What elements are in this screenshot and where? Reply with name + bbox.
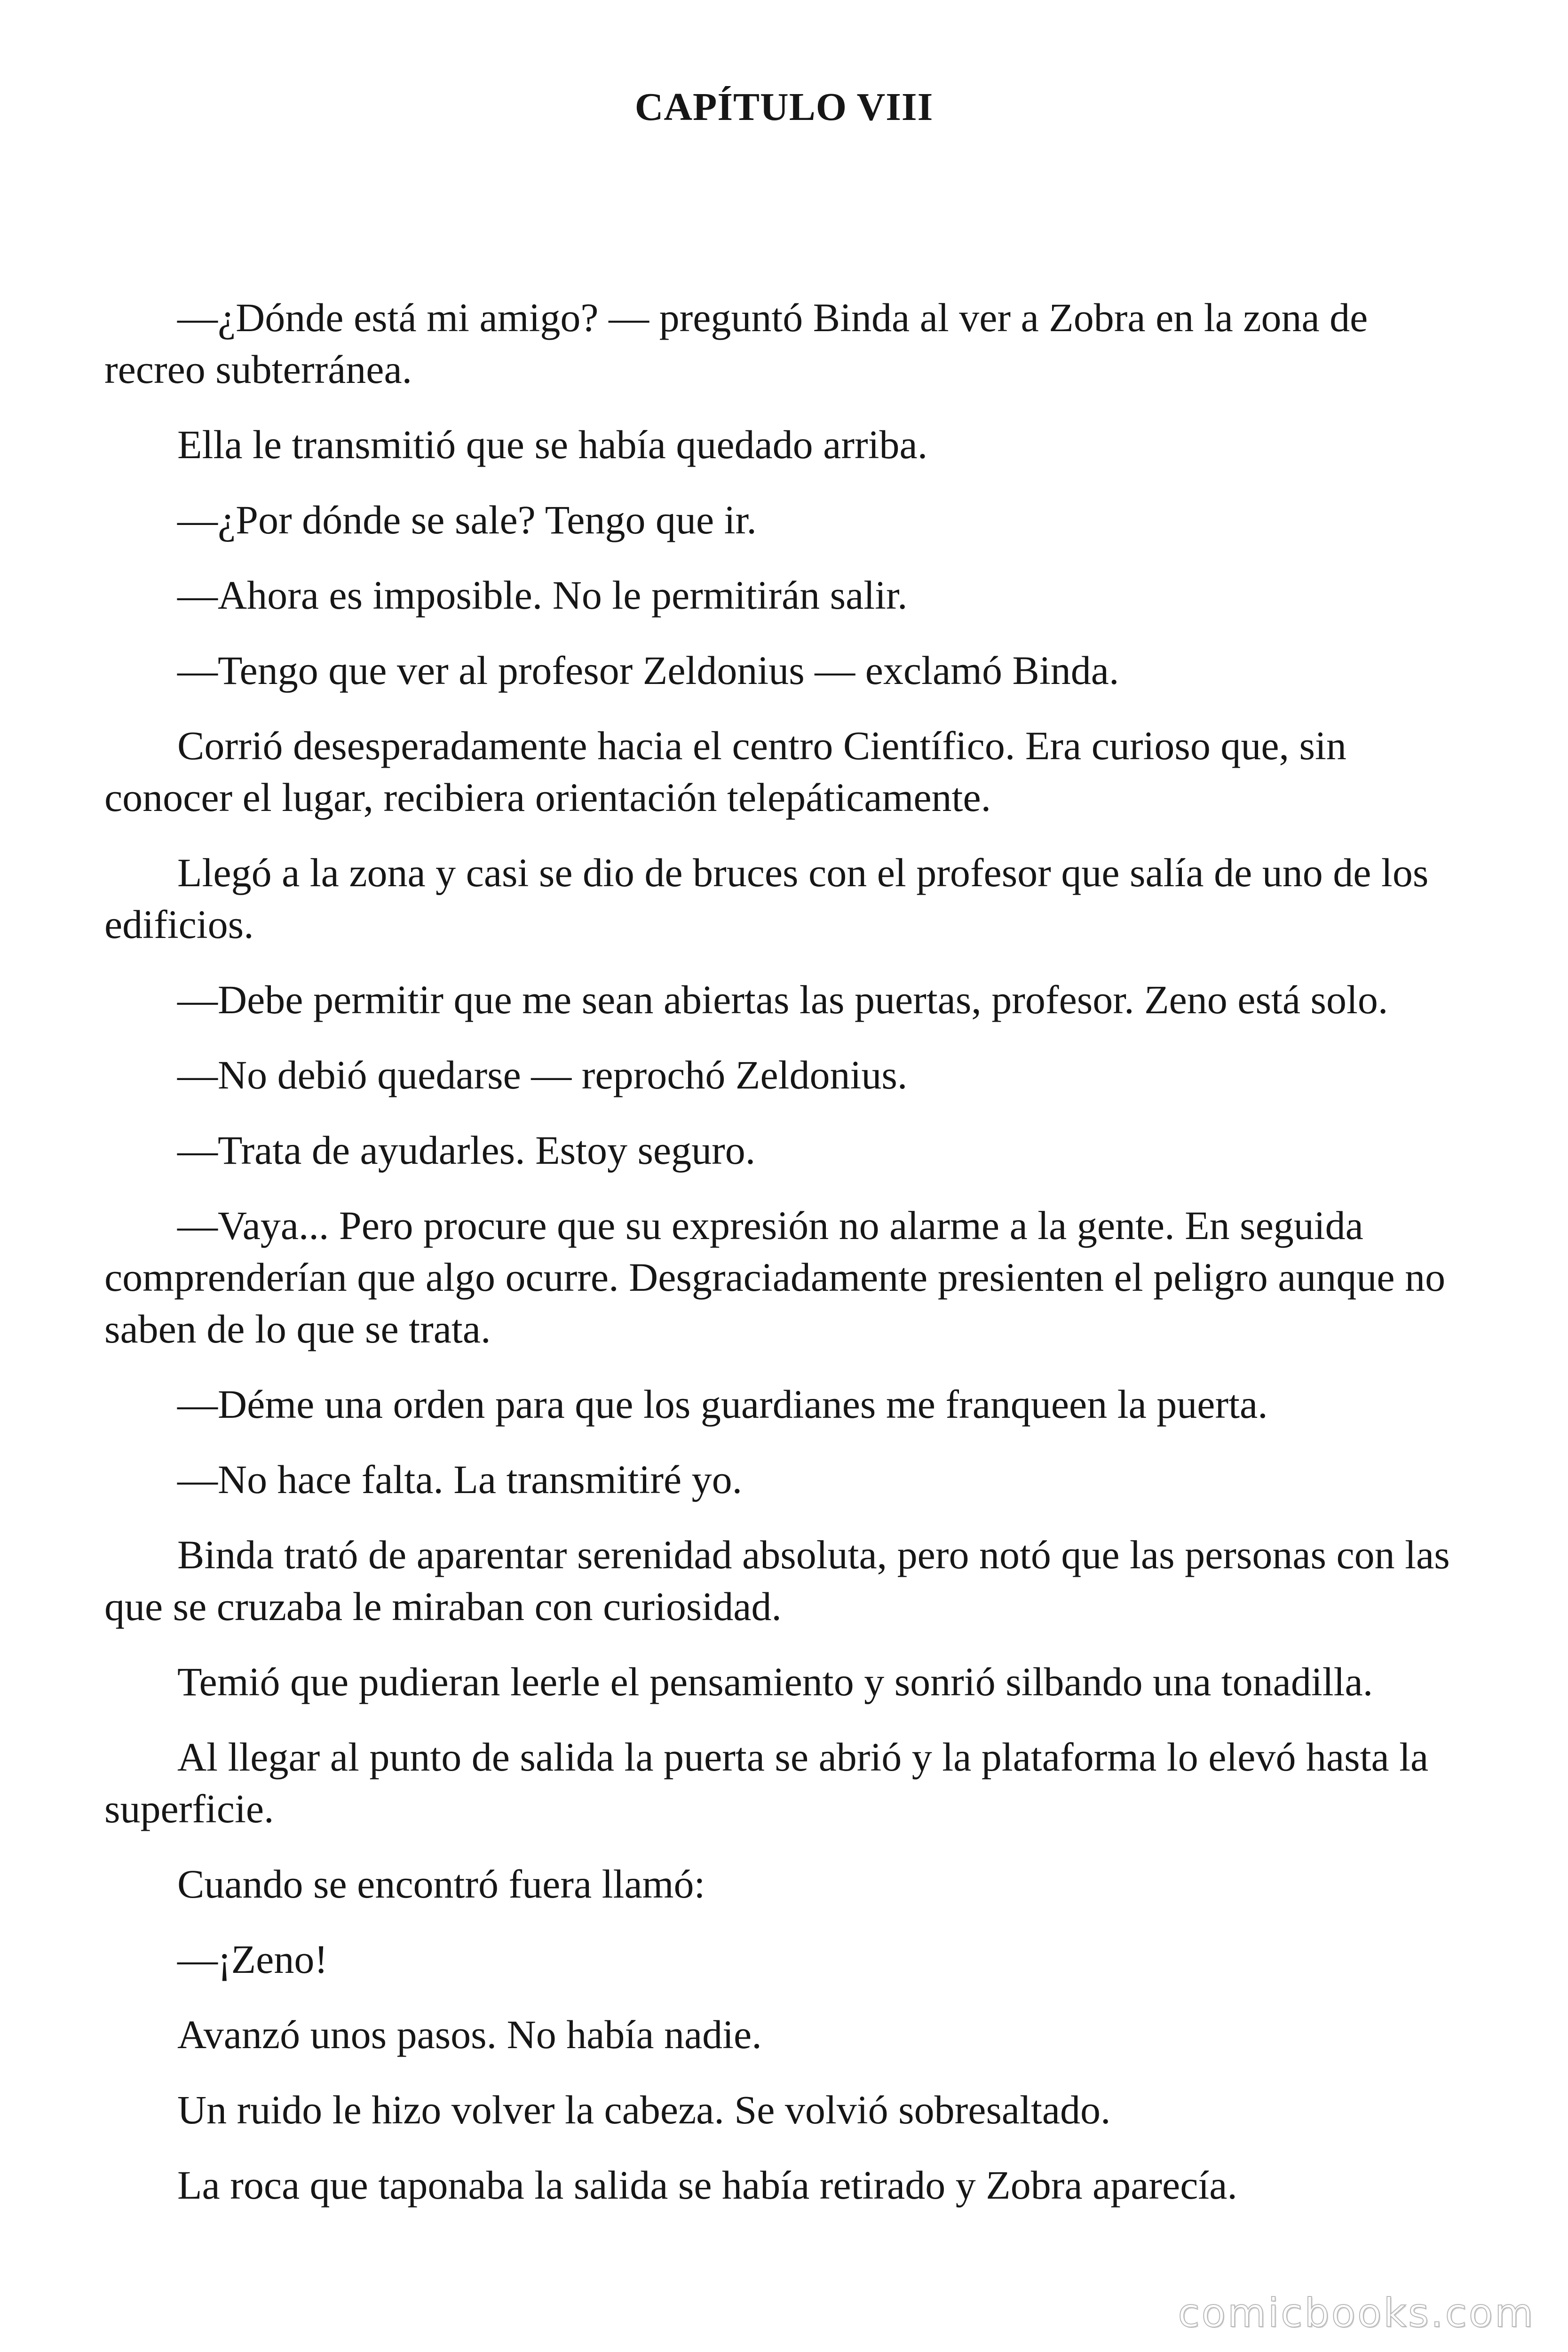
paragraph: —¿Dónde está mi amigo? — preguntó Binda al ver a Zobra en la zona de recreo subterránea. [104,295,1368,392]
paragraph: Avanzó unos pasos. No había nadie. [177,2012,762,2057]
paragraph: —Trata de ayudarles. Estoy seguro. [177,1128,756,1173]
paragraph: Temió que pudieran leerle el pensamiento y sonrió silbando una tonadilla. [177,1659,1373,1704]
chapter-title: CAPÍTULO VIII [634,85,934,129]
chapter-body [104,292,1464,2234]
paragraph: —No debió quedarse — reprochó Zeldonius. [177,1052,908,1097]
paragraph: —Déme una orden para que los guardianes me franqueen la puerta. [177,1382,1268,1427]
paragraph: —Tengo que ver al profesor Zeldonius — exclamó Binda. [177,648,1119,693]
paragraph: Un ruido le hizo volver la cabeza. Se volvió sobresaltado. [177,2087,1111,2132]
paragraph: Ella le transmitió que se había quedado arriba. [177,422,928,467]
paragraph: —Ahora es imposible. No le permitirán salir. [177,572,908,618]
paragraph: —Vaya... Pero procure que su expresión no alarme a la gente. En seguida comprenderían que algo ocurre. Desgraciadamente presienten el peligro aunque no saben de lo que se trata. [104,1203,1446,1351]
watermark-text: comicbooks.com [1178,2290,1535,2336]
paragraph: Llegó a la zona y casi se dio de bruces con el profesor que salía de uno de los edificios. [104,850,1429,947]
paragraph: Al llegar al punto de salida la puerta se abrió y la plataforma lo elevó hasta la superficie. [104,1734,1429,1831]
paragraph: Binda trató de aparentar serenidad absoluta, pero notó que las personas con las que se cruzaba le miraban con curiosidad. [104,1532,1450,1629]
paragraph: —Debe permitir que me sean abiertas las puertas, profesor. Zeno está solo. [177,977,1388,1022]
paragraph: —¿Por dónde se sale? Tengo que ir. [177,497,757,542]
paragraph: Cuando se encontró fuera llamó: [177,1861,705,1907]
paragraph: La roca que taponaba la salida se había retirado y Zobra aparecía. [177,2162,1237,2208]
paragraph: Corrió desesperadamente hacia el centro Científico. Era curioso que, sin conocer el lugar, recibiera orientación telepáticamente. [104,723,1346,820]
paragraph: —¡Zeno! [177,1937,328,1982]
paragraph: —No hace falta. La transmitiré yo. [177,1457,743,1502]
